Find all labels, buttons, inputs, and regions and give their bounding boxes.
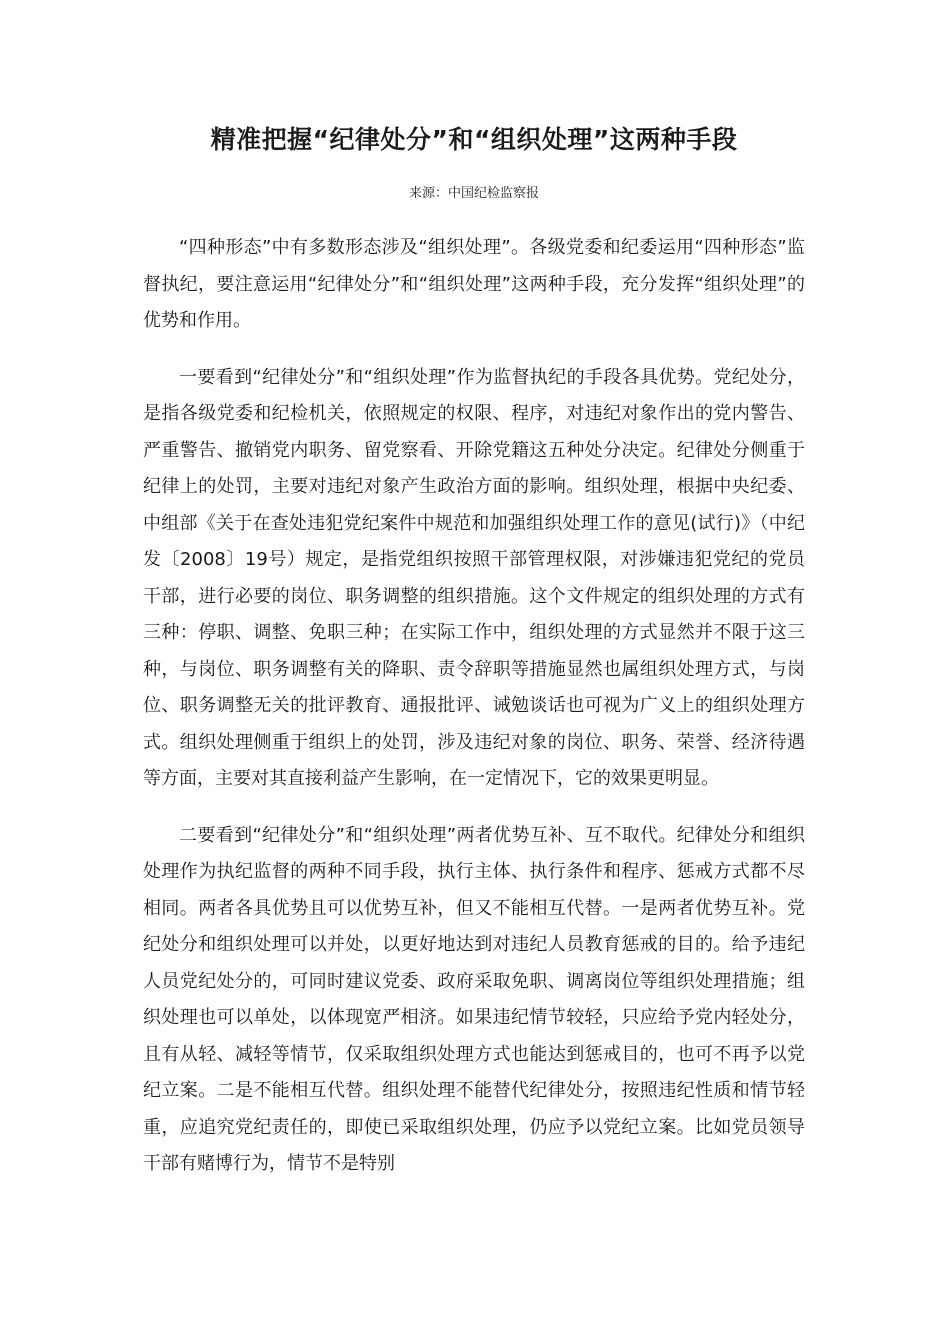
article-paragraph-2: 一要看到“纪律处分”和“组织处理”作为监督执纪的手段各具优势。党纪处分，是指各级党委和纪检机关，依照规定的权限、程序，对违纪对象作出的党内警告、严重警告、撤销党内职务、留党察看、开除党籍这五种处分决定。纪律处分侧重于纪律上的处罚，主要对违纪对象产生政治方面的影响。组织处理，根据中央纪委、中组部《关于在查处违犯党纪案件中规范和加强组织处理工作的意见(试行)》（中纪发〔2008〕19号）规定，是指党组织按照干部管理权限，对涉嫌违犯党纪的党员干部，进行必要的岗位、职务调整的组织措施。这个文件规定的组织处理的方式有三种：停职、调整、免职三种；在实际工作中，组织处理的方式显然并不限于这三种，与岗位、职务调整有关的降职、责令辞职等措施显然也属组织处理方式，与岗位、职务调整无关的批评教育、通报批评、诫勉谈话也可视为广义上的组织处理方式。组织处理侧重于组织上的处罚，涉及违纪对象的岗位、职务、荣誉、经济待遇等方面，主要对其直接利益产生影响，在一定情况下，它的效果更明显。 — [143, 366, 805, 789]
article-title: 精准把握“纪律处分”和“组织处理”这两种手段 — [210, 125, 738, 154]
article-source: 来源：中国纪检监察报 — [408, 186, 539, 201]
article-paragraph-3: 二要看到“纪律处分”和“组织处理”两者优势互补、互不取代。纪律处分和组织处理作为执纪监督的两种不同手段，执行主体、执行条件和程序、惩戒方式都不尽相同。两者各具优势且可以优势互补，但又不能相互代替。一是两者优势互补。党纪处分和组织处理可以并处，以更好地达到对违纪人员教育惩戒的目的。给予违纪人员党纪处分的，可同时建议党委、政府采取免职、调离岗位等组织处理措施；组织处理也可以单处，以体现宽严相济。如果违纪情节较轻，只应给予党内轻处分，且有从轻、减轻等情节，仅采取组织处理方式也能达到惩戒目的，也可不再予以党纪立案。二是不能相互代替。组织处理不能替代纪律处分，按照违纪性质和情节轻重，应追究党纪责任的，即使已采取组织处理，仍应予以党纪立案。比如党员领导干部有赌博行为，情节不是特别 — [143, 824, 805, 1174]
article-paragraph-1: “四种形态”中有多数形态涉及“组织处理”。各级党委和纪委运用“四种形态”监督执纪，要注意运用“纪律处分”和“组织处理”这两种手段，充分发挥“组织处理”的优势和作用。 — [143, 237, 805, 331]
document-page — [143, 120, 805, 1203]
